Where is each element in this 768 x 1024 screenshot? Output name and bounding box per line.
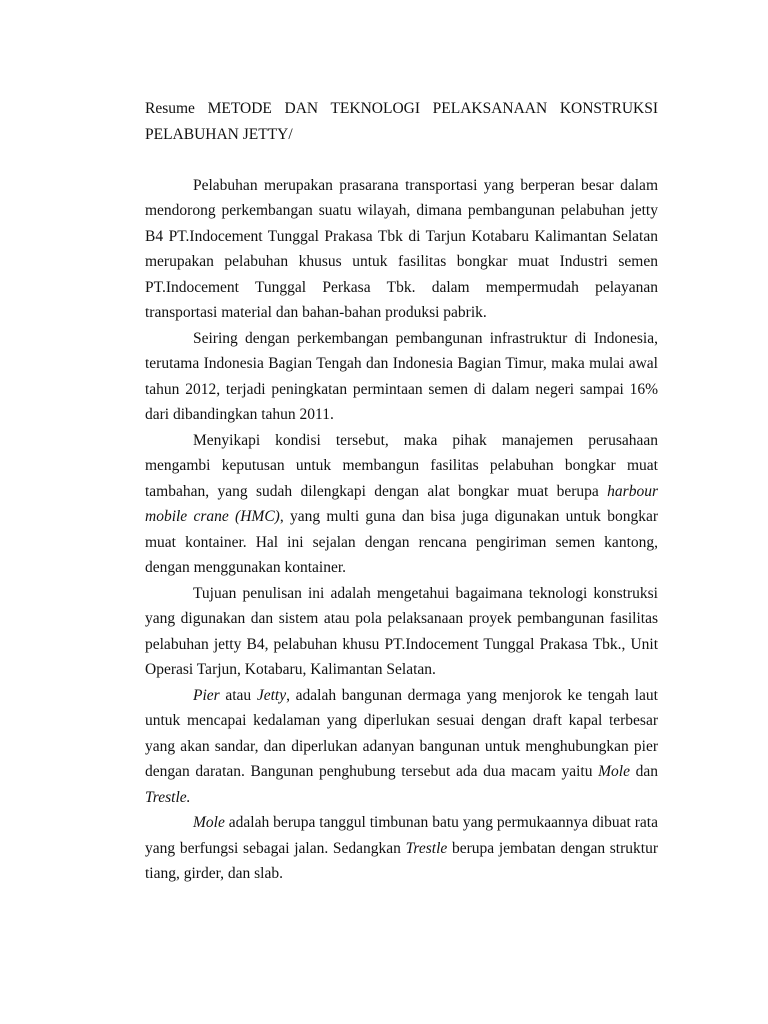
body-paragraph xyxy=(145,326,658,428)
body-paragraph xyxy=(145,428,658,581)
paragraph-text: Pelabuhan merupakan prasarana transportasi yang berperan besar dalam mendorong perkembangan suatu wilayah, dimana pembangunan pelabuhan jetty B4 PT.Indocement Tunggal Prakasa Tbk di Tarjun Kotabaru Kalimantan Selatan merupakan pelabuhan khusus untuk fasilitas bongkar muat Industri semen PT.Indocement Tunggal Perkasa Tbk. dalam mempermudah pelayanan transportasi material dan bahan-bahan produksi pabrik. xyxy=(145,176,658,321)
document-page xyxy=(145,96,658,887)
document-body xyxy=(145,173,658,887)
italic-term: Trestle. xyxy=(145,788,191,806)
paragraph-text: Tujuan penulisan ini adalah mengetahui bagaimana teknologi konstruksi yang digunakan dan sistem atau pola pelaksanaan proyek pembangunan fasilitas pelabuhan jetty B4, pelabuhan khusu PT.Indocement Tunggal Prakasa Tbk., Unit Operasi Tarjun, Kotabaru, Kalimantan Selatan. xyxy=(145,584,658,678)
body-paragraph xyxy=(145,683,658,811)
italic-term: Trestle xyxy=(405,839,448,857)
body-paragraph xyxy=(145,810,658,887)
italic-term: Jetty xyxy=(256,686,287,704)
paragraph-text: , yang multi guna dan bisa juga digunakan untuk bongkar muat kontainer. Hal ini sejalan dengan rencana pengiriman semen kantong, dengan menggunakan kontainer. xyxy=(145,508,658,576)
italic-term: Pier xyxy=(193,686,220,704)
italic-term: Mole xyxy=(193,814,225,831)
paragraph-text: dan xyxy=(629,763,658,780)
paragraph-text: , adalah bangunan dermaga yang menjorok ke tengah laut untuk mencapai kedalaman yang diperlukan sesuai dengan draft kapal terbesar yang akan sandar, dan diperlukan adanyan bangunan untuk menghubungkan pier dengan daratan. Bangunan penghubung tersebut ada dua macam yaitu xyxy=(145,686,658,780)
paragraph-text: Menyikapi kondisi tersebut, maka pihak manajemen perusahaan mengambi keputusan untuk membangun fasilitas pelabuhan bongkar muat tambahan, yang sudah dilengkapi dengan alat bongkar muat berupa xyxy=(145,431,658,500)
paragraph-text: adalah berupa tanggul timbunan batu yang permukaannya dibuat rata yang berfungsi sebagai jalan. Sedangkan xyxy=(145,814,658,857)
title-line-1: Resume METODE DAN TEKNOLOGI PELAKSANAAN KONSTRUKSI xyxy=(145,100,658,117)
paragraph-text: berupa jembatan dengan struktur tiang, girder, dan slab. xyxy=(145,839,658,882)
paragraph-text: atau xyxy=(219,686,257,704)
italic-term: harbour mobile crane (HMC) xyxy=(145,482,658,525)
body-paragraph xyxy=(145,173,658,326)
document-title xyxy=(145,96,658,147)
italic-term: Mole xyxy=(598,763,630,780)
paragraph-text: Seiring dengan perkembangan pembangunan infrastruktur di Indonesia, terutama Indonesia Bagian Tengah dan Indonesia Bagian Timur, maka mulai awal tahun 2012, terjadi peningkatan permintaan semen di dalam negeri sampai 16% dari dibandingkan tahun 2011. xyxy=(145,329,658,423)
title-line-2: PELABUHAN JETTY/ xyxy=(145,125,293,143)
body-paragraph xyxy=(145,581,658,683)
